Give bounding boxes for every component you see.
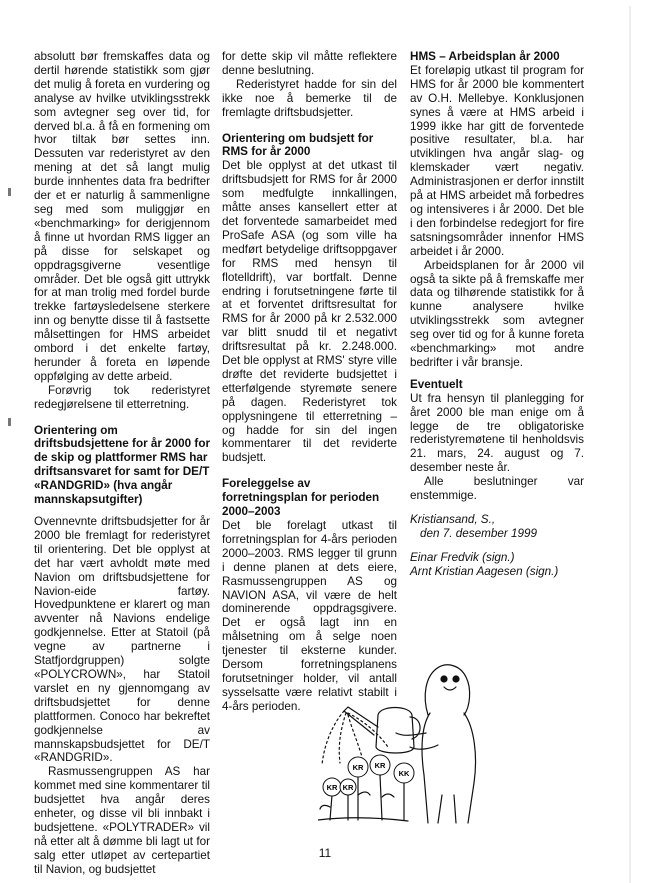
man-torso [422,713,430,823]
man-arm [396,733,426,735]
signatures [410,551,584,579]
column-middle [222,50,397,714]
margin-mark [8,418,11,426]
flower-label: KR [352,763,364,772]
man-eye [453,676,459,682]
watering-can [376,708,414,754]
flower-label: KR [326,783,338,792]
section-heading: Orientering om driftsbudsjettene for år 2000 for de skip og plattformer RMS har driftsansvaret for samt for DE/T «RANDGRID» (hva angår mannskapsutgifter) [34,423,211,507]
margin-mark [8,188,11,196]
section-heading: HMS – Arbeidsplan år 2000 [410,50,560,63]
paragraph: Ut fra hensyn til planlegging for året 2000 ble man enige om å legge de tre obligatoriske rederistyremøtene til henholdsvis 21. mars, 24. august og 7. desember neste år. [410,391,584,475]
column-right [410,50,584,579]
signature: Arnt Kristian Aagesen (sign.) [410,564,559,578]
date: den 7. desember 1999 [420,526,537,540]
page-number: 11 [318,846,332,860]
man-nose [444,687,456,690]
paragraph: Rasmussengruppen AS har kommet med sine kommentarer til budsjettet hva angår deres enheter, og disse vil bli innbakt i budsjettene. «POLYTRADER» vil nå etter alt å dømme bli lagt ut for salg etter utløpet av certepartiet til Navion, og budsjettet [34,765,211,876]
paragraph: Rederistyret hadde for sin del ikke noe å bemerke til de fremlagte driftsbudsjetter. [222,77,397,119]
watering-man-illustration [318,655,498,825]
paragraph: Et foreløpig utkast til program for HMS for år 2000 ble kommentert av O.H. Mellebye. Konklusjonen synes å være at HMS arbeid i 1999 ikke har gitt de forventede positive resultater, bl.a. har utviklingen hva angår slag- og klemskader vært negativ. Administrasjonen er derfor innstilt på at HMS arbeidet må forbedres og intensiveres i år 2000. Det ble i den forbindelse redegjort for fire satsningsområder innenfor HMS arbeidet i år 2000. [410,63,584,258]
man-legs [438,795,456,823]
paragraph: absolutt bør fremskaffes data og dertil hørende statistikk som gjør det mulig å foreta en vurdering og analyse av hvilke utviklingsstrekk som avtegner seg over tid, for derved bl.a. å få en formening om hvor tiltak bør settes inn. Dessuten var rederistyret av den mening at det så langt mulig burde innhentes data fra bedrifter der et er naturlig å sammenligne seg med som muliggjør en «benchmarking» for derigjennom å finne ut hvordan RMS ligger an på disse for selskapet og oppdragsgiverne vesentlige områder. Det ble også gitt uttrykk for at man trolig med fordel burde trekke fartøysledelsene sterkere inn og benytte disse til å fastsette målsettingen for HMS arbeidet ombord i det enkelte fartøy, herunder å foreta en løpende oppfølging av dette arbeid. [34,50,210,383]
scan-edge [629,6,631,883]
place: Kristiansand, S., [410,513,496,526]
water-stream [348,715,362,757]
paragraph: for dette skip vil måtte reflektere denne beslutning. [222,50,397,77]
flower-label: KR [342,783,354,792]
water-stream [339,713,346,763]
paragraph: Alle beslutninger var enstemmige. [410,475,584,503]
paragraph: Det ble opplyst at det utkast til driftsbudsjett for RMS for år 2000 som medfulgte innkallingen, måtte anses kansellert etter at det forventede samarbeidet med ProSafe ASA (og som ville ha medført betydelige driftsoppgaver for RMS med hensyn til flotelldrift), var bortfalt. Denne endring i forutsetningene førte til at et forventet driftsresultat for RMS for år 2000 på kr 2.532.000 var blitt snudd til et negativt driftsresultat på kr. 2.248.000. Det ble opplyst at RMS' styre ville drøfte det reviderte budsjettet i etterfølgende styremøte senere på dagen. Rederistyret tok opplysningene til etterretning – og hadde for sin del ingen kommentarer til det reviderte budsjett. [222,159,397,465]
flower-stems [330,775,404,820]
paragraph: Arbeidsplanen for år 2000 vil også ta sikte på å fremskaffe mer data og tilhørende statistikk for å kunne analysere hvilke utviklingsstrekk som avtegner seg over tid og for å kunne foreta «benchmarking» mot andre bedrifter i vår bransje. [410,258,584,369]
paragraph: Ovennevnte driftsbudsjetter for år 2000 ble fremlagt for rederistyret til orientering. Det ble opplyst at det har vært avholdt møte med Navion om driftsbudsjettene for Navion-eide fartøy. Hovedpunktene er klarert og man avventer nå Navions endelige godkjennelse. Etter at Statoil (på vegne av partnerne i Statfjordgruppen) solgte «POLYCROWN», har Statoil varslet en ny gjennomgang av driftsbudsjettet for denne plattformen. Conoco har bekreftet godkjennelse av mannskapsbudsjettet for DE/T «RANDGRID». [34,515,210,765]
ground-line [318,818,408,821]
section-heading: Eventuelt [410,377,463,391]
flower-label: KK [398,769,410,778]
section-heading: Foreleggelse av forretningsplan for perioden 2000–2003 [222,477,380,519]
flower-label: KR [374,761,386,770]
signature: Einar Fredvik (sign.) [410,550,515,564]
watering-can-handle [410,717,420,739]
column-left [34,50,210,877]
man-back [464,713,476,823]
paragraph: Det ble forelagt utkast til forretningsplan for 4-års perioden 2000–2003. RMS legger til grunn i denne planen at dets eiere, Rasmussengruppen AS og NAVION ASA, vil være de helt dominerende oppdragsgivere. Det er også lagt inn en målsetning om å selge noen tjenester til eksterne kunder. Dersom forretningsplanens forutsetninger holder, vil antall sysselsatte være relativt stabilt i 4-års perioden. [222,519,397,713]
paragraph: Forøvrig tok rederistyret redegjørelsene til etterretning. [34,383,210,411]
section-heading: Orientering om budsjett for RMS for år 2000 [222,131,374,159]
place-date [410,513,584,541]
man-eye [441,676,447,682]
